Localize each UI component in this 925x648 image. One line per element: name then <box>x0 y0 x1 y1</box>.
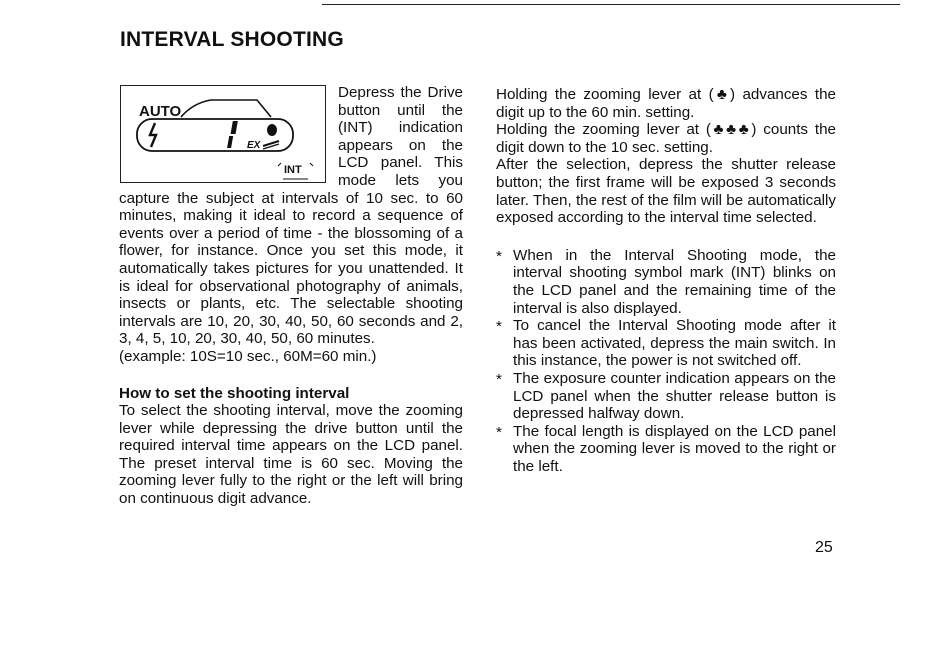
list-item: * The exposure counter indication appears on the LCD panel when the shutter release button is depressed halfway down. <box>496 369 836 423</box>
notes-list <box>496 247 836 476</box>
self-timer-dot-icon <box>267 124 277 136</box>
example-text: (example: 10S=10 sec., 60M=60 min.) <box>119 347 377 365</box>
after-selection-text: After the selection, depress the shutter release button; the first frame will be exposed 3 seconds later. Then, the rest of the film will be automatically exposed according to the interval time selected. <box>496 156 836 227</box>
flash-icon <box>150 123 156 147</box>
countdown-text: Holding the zooming lever at (♣♣♣) counts the digit down to the 10 sec. setting. <box>496 121 836 156</box>
bullet-asterisk: * <box>496 247 502 265</box>
list-item: * The focal length is displayed on the LCD panel when the zooming lever is moved to the right or the left. <box>496 422 836 475</box>
bullet-asterisk: * <box>496 318 502 336</box>
right-column <box>496 86 836 475</box>
left-column <box>119 84 463 508</box>
lcd-panel-illustration <box>120 85 326 183</box>
lcd-panel-icon <box>121 86 327 184</box>
list-item: * To cancel the Interval Shooting mode after it has been activated, depress the main switch. In this instance, the power is not switched off. <box>496 317 836 370</box>
howto-body: To select the shooting interval, move the zooming lever while depressing the drive button until the required interval time appears on the LCD panel. The preset interval time is 60 sec. Moving the zooming lever fully to the right or the left will bring on continuous digit advance. <box>119 402 463 508</box>
lcd-ex-label: EX <box>247 140 261 151</box>
page-title: INTERVAL SHOOTING <box>120 28 344 51</box>
list-item: * When in the Interval Shooting mode, the interval shooting symbol mark (INT) blinks on the LCD panel and the remaining time of the interval is also displayed. <box>496 246 836 317</box>
bullet-asterisk: * <box>496 423 502 441</box>
page-number: 25 <box>815 539 833 556</box>
lcd-int-label: INT <box>284 164 302 176</box>
drive-mark-icon <box>231 121 238 134</box>
intro-text: Depress the Drive button until the (INT) indication appears on the LCD panel. This mode lets you capture the subject at intervals of 10 sec. to 60 minutes, making it ideal to record a sequence of events over a period of time - the blossoming of a flower, for instance. Once you set this mode, it automatically takes pictures for you unattended. It is ideal for observational photography of animals, insects or plants, etc. The selectable shooting intervals are 10, 20, 30, 40, 50, 60 seconds and 2, 3, 4, 5, 10, 20, 30, 40, 50, 60 minutes. <box>119 84 463 348</box>
intro-paragraph <box>119 84 463 348</box>
howto-heading: How to set the shooting interval <box>119 384 350 402</box>
advance-text: Holding the zooming lever at (♣) advances the digit up to the 60 min. setting. <box>496 86 836 121</box>
top-rule <box>322 4 900 5</box>
lcd-auto-label: AUTO <box>139 103 182 120</box>
bullet-asterisk: * <box>496 370 502 388</box>
